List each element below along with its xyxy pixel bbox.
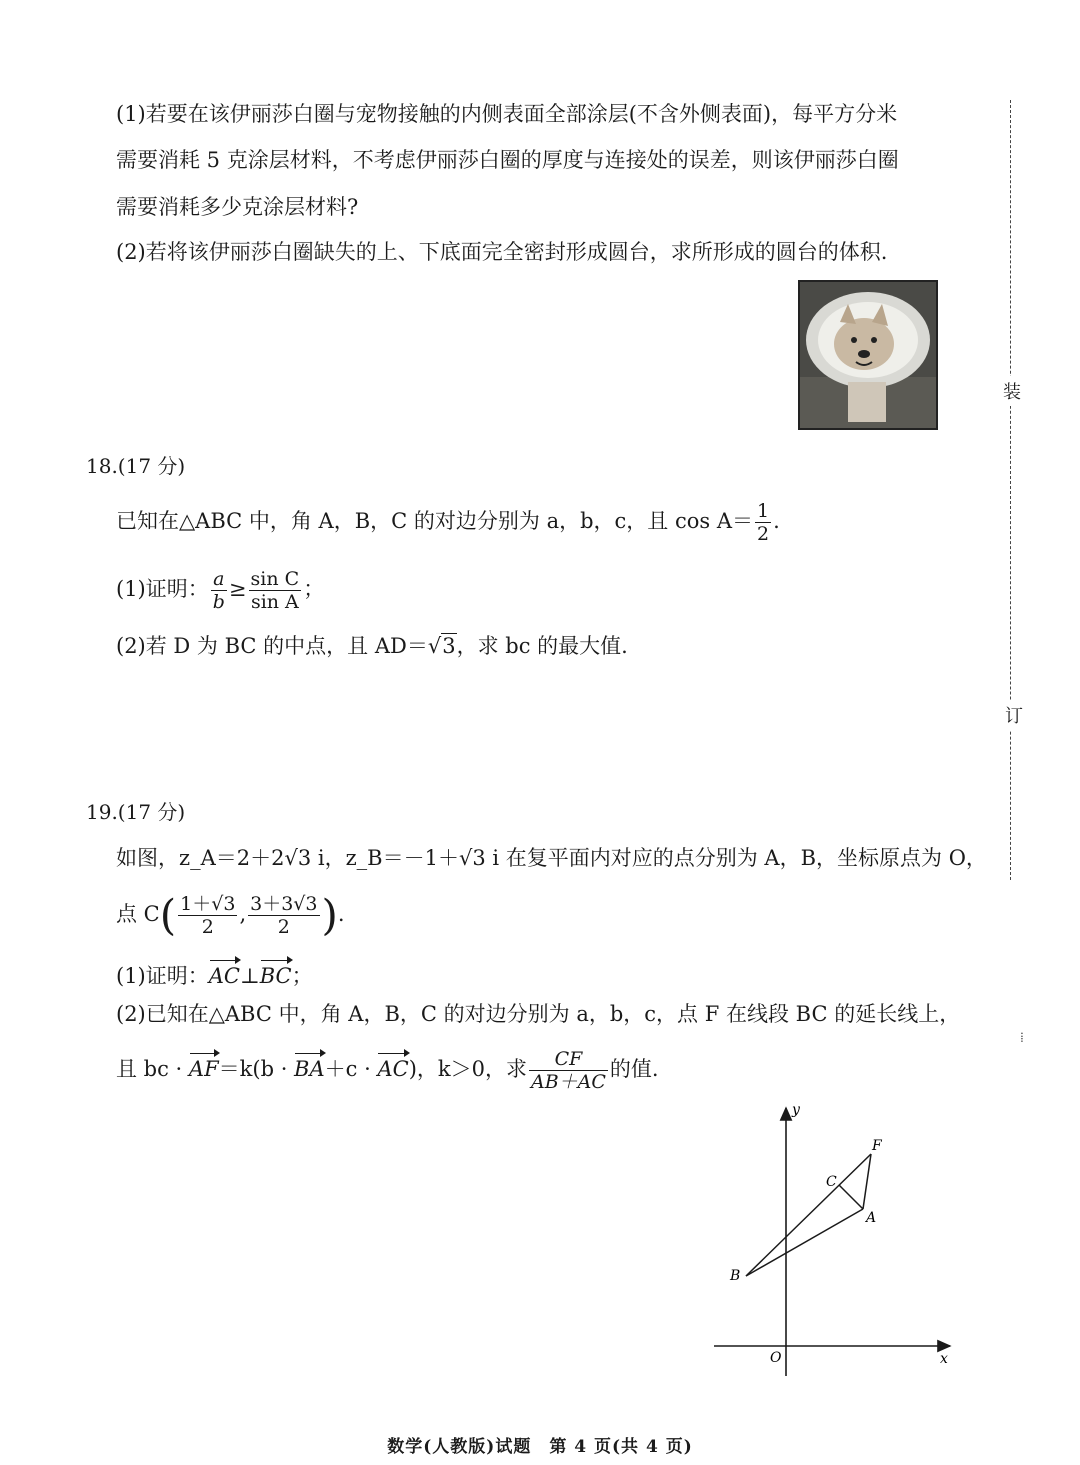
segment-af: [863, 1154, 871, 1209]
q19-part1: [116, 958, 313, 990]
q19-figure: [700, 1098, 980, 1388]
q19-number: 19.(17 分): [86, 800, 186, 824]
q19-part2-text-c: ＋c ·: [324, 1057, 378, 1081]
q19-part2-frac-num: CF: [554, 1048, 583, 1070]
q19-point-c-x-num: 1＋√3: [180, 893, 236, 915]
q17-part1-line2: 需要消耗 5 克涂层材料，不考虑伊丽莎白圈的厚度与连接处的误差，则该伊丽莎白圈: [116, 148, 899, 172]
q19-point-c-x: [178, 893, 237, 938]
q19-part2-vec-af: AF: [189, 1051, 219, 1083]
q18-stem-frac-num: 1: [757, 500, 770, 522]
q19-part2-text-e: 的值.: [609, 1057, 659, 1081]
q18-stem-text: 已知在△ABC 中，角 A，B，C 的对边分别为 a，b，c，且 cos A＝: [116, 509, 753, 533]
binding-dashed-line: [1010, 100, 1011, 880]
q19-part2-text-b: ＝k(b ·: [218, 1057, 295, 1081]
q19-part2-frac-den: AB＋AC: [530, 1071, 606, 1093]
q18-stem-fraction: [755, 500, 771, 545]
q19-part2-vec-ac: AC: [377, 1051, 408, 1083]
q19-part1-vec-bc: BC: [260, 958, 292, 990]
q19-point-c-y: [248, 893, 319, 938]
q18-stem-end: .: [773, 509, 780, 533]
q18-part1-frac1-num: a: [213, 568, 225, 590]
q18-stem: [116, 500, 780, 545]
label-y: y: [792, 1102, 800, 1118]
q19-part2-text-a: 且 bc ·: [116, 1057, 189, 1081]
q19-point-c-y-num: 3＋3√3: [250, 893, 318, 915]
q19-part1-perp: ⊥: [239, 964, 260, 988]
q18-part2-end: ，求 bc 的最大值.: [456, 634, 628, 658]
q18-part2-sqrt: 3: [442, 634, 456, 658]
label-b: B: [730, 1268, 741, 1284]
page-footer: 数学(人教版)试题 第 4 页(共 4 页): [387, 1437, 693, 1457]
label-c: C: [826, 1174, 837, 1190]
q18-number: 18.(17 分): [86, 454, 186, 478]
q18-stem-frac-den: 2: [757, 523, 770, 545]
q19-stem: 如图，z_A＝2＋2√3 i，z_B＝－1＋√3 i 在复平面内对应的点分别为 A，B，坐标原点为 O，: [116, 846, 987, 870]
q18-part2-text: (2)若 D 为 BC 的中点，且 AD＝: [116, 634, 428, 658]
q18-part1-frac1: [211, 568, 227, 613]
q19-part1-suffix: ；: [291, 964, 313, 988]
label-f: F: [872, 1138, 882, 1154]
q18-part1-relation: ≥: [228, 577, 247, 601]
q18-part1-frac1-den: b: [212, 591, 225, 613]
q18-part2: (2)若 D 为 BC 的中点，且 AD＝√3，求 bc 的最大值.: [116, 634, 628, 658]
q19-part2-text-d: )，k＞0，求: [408, 1057, 527, 1081]
q19-point-c: 点 C( $\frac{1+√3}{2}$ , $\frac{3+3√3}{2}$ ).: [116, 890, 345, 940]
q17-part2: (2)若将该伊丽莎白圈缺失的上、下底面完全密封形成圆台，求所形成的圆台的体积.: [116, 240, 888, 264]
q19-part2-vec-ba: BA: [294, 1051, 325, 1083]
q19-part2-line1: (2)已知在△ABC 中，角 A，B，C 的对边分别为 a，b，c，点 F 在线段 BC 的延长线上，: [116, 1002, 961, 1026]
pet-collar-photo: [798, 280, 938, 430]
q17-part1-line1: (1)若要在该伊丽莎白圈与宠物接触的内侧表面全部涂层(不含外侧表面)，每平方分米: [116, 102, 898, 126]
q19-part1-prefix: (1)证明：: [116, 964, 209, 988]
segment-ac: [839, 1185, 863, 1209]
q19-part1-vec-ac: AC: [209, 958, 240, 990]
binding-label-zhuang: 装: [1003, 376, 1021, 406]
q19-point-c-prefix: 点 C: [116, 902, 160, 926]
label-x: x: [940, 1351, 948, 1367]
label-o: O: [770, 1350, 782, 1366]
q19-part2-fraction: [529, 1048, 608, 1093]
binding-label-ding: 订: [1005, 700, 1023, 730]
q18-part1-prefix: (1)证明：: [116, 577, 209, 601]
margin-tick-mark: ⁞: [1020, 1030, 1024, 1046]
q18-part1-frac2-den: sin A: [249, 590, 302, 613]
q18-part1-frac2-num: sin C: [250, 568, 300, 590]
q19-point-c-y-den: 2: [248, 915, 319, 938]
q18-part1: [116, 568, 324, 613]
q19-part2-line2: [116, 1048, 659, 1093]
label-a: A: [866, 1210, 877, 1226]
q17-part1-line3: 需要消耗多少克涂层材料?: [116, 195, 359, 219]
q19-point-c-suffix: .: [337, 902, 345, 926]
q18-part1-frac2: [249, 568, 302, 613]
q19-point-c-x-den: 2: [178, 915, 237, 938]
q18-part1-suffix: ；: [303, 577, 325, 601]
